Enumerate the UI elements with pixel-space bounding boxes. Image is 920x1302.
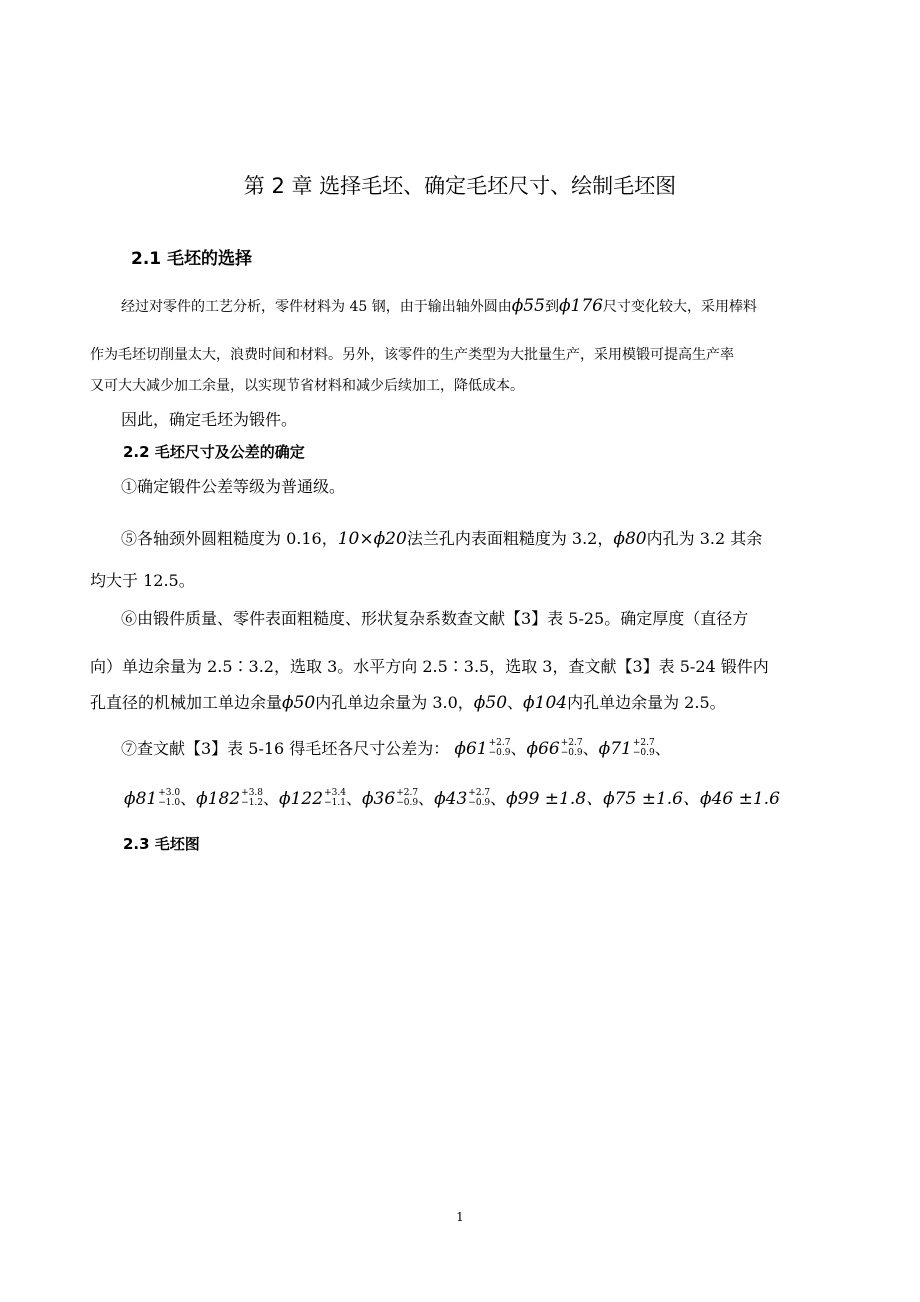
tolerance-base: ϕ81	[124, 789, 158, 809]
tolerance-tolerances_line1-1	[527, 739, 599, 758]
section-2-2-heading: 2.2 毛坯尺寸及公差的确定	[123, 443, 305, 461]
tolerance-upper: +3.8	[241, 787, 264, 798]
item-6-line-3	[90, 690, 726, 713]
tolerance-limits	[158, 788, 180, 808]
tolerance-lower: −0.9	[468, 797, 491, 808]
tolerance-separator: 、	[345, 789, 362, 808]
tolerance-limits	[489, 738, 511, 758]
tolerance-separator: 、	[582, 739, 599, 758]
section-2-1-heading: 2.1 毛坯的选择	[131, 249, 253, 269]
tolerance-separator: 、	[510, 739, 527, 758]
chapter-title: 第 2 章 选择毛坯、确定毛坯尺寸、绘制毛坯图	[243, 174, 677, 198]
item-7-a: ⑦查文献【3】表 5-16 得毛坯各尺寸公差为：	[121, 739, 450, 758]
tolerance-base: ϕ122	[279, 789, 324, 809]
item-6-l3-b: 内孔单边余量为 3.0，	[315, 693, 474, 712]
item-7-line-1	[121, 736, 671, 760]
tolerance-lower: −1.2	[241, 797, 264, 808]
tolerance-upper: +2.7	[468, 787, 491, 798]
tolerance-separator: 、	[490, 789, 507, 808]
item-5-line-2: 均大于 12.5。	[90, 571, 195, 590]
tolerance-limits	[468, 788, 490, 808]
tolerance-base: ϕ182	[196, 789, 241, 809]
tolerance-upper: +2.7	[396, 787, 419, 798]
phi-50-second: ϕ50	[473, 693, 508, 713]
s21-line-1	[121, 296, 757, 316]
tolerance-separator: 、	[263, 789, 280, 808]
tolerance-lower: −1.1	[324, 797, 346, 808]
phi-176: ϕ176	[558, 296, 603, 316]
tolerance-lower: −1.0	[158, 797, 181, 808]
item-5-line-1	[121, 526, 762, 549]
tolerance-list-2	[124, 789, 506, 808]
item-5-c: 内孔为 3.2 其余	[646, 529, 763, 548]
tolerance-base: ϕ71	[598, 739, 632, 759]
tolerance-upper: +2.7	[632, 737, 655, 748]
tolerance-base: ϕ66	[526, 739, 560, 759]
item-6-line-2: 向）单边余量为 2.5∶3.2，选取 3。水平方向 2.5∶3.5，选取 3，查文献【3】表 5-24 锻件内	[90, 657, 769, 676]
s21-line-1-b: 到	[544, 299, 559, 315]
s21-line-3: 又可大大减少加工余量，以实现节省材料和减少后续加工，降低成本。	[90, 378, 524, 394]
tolerance-tolerances_line2-2	[279, 789, 362, 808]
tolerance-limits	[241, 788, 263, 808]
tolerance-lower: −0.9	[632, 747, 655, 758]
tolerance-tail: ϕ99 ±1.8、ϕ75 ±1.6、ϕ46 ±1.6	[506, 789, 780, 809]
tolerance-limits	[396, 788, 418, 808]
tolerance-limits	[633, 738, 655, 758]
tolerance-base: ϕ43	[434, 789, 468, 809]
tolerance-base: ϕ61	[454, 739, 488, 759]
item-1: ①确定锻件公差等级为普通级。	[121, 477, 346, 496]
tolerance-tolerances_line2-0	[124, 789, 196, 808]
item-6-l3-c: 内孔单边余量为 2.5。	[567, 693, 726, 712]
item-5-a: ⑤各轴颈外圆粗糙度为 0.16，	[121, 529, 338, 548]
s21-line-1-c: 尺寸变化较大，采用棒料	[603, 299, 757, 315]
phi-55: ϕ55	[511, 296, 545, 316]
page-number: 1	[456, 1210, 464, 1224]
tolerance-lower: −0.9	[560, 747, 583, 758]
item-6-line-1: ⑥由锻件质量、零件表面粗糙度、形状复杂系数查文献【3】表 5-25。确定厚度（直径方	[121, 609, 749, 628]
tolerance-lower: −0.9	[396, 797, 419, 808]
item-6-l3-a: 孔直径的机械加工单边余量	[90, 693, 283, 712]
tolerance-limits	[324, 788, 346, 808]
tolerance-upper: +3.4	[324, 787, 346, 798]
formula-10x-phi20: 10×ϕ20	[337, 529, 407, 549]
section-2-3-heading: 2.3 毛坯图	[123, 835, 200, 853]
phi-80: ϕ80	[613, 529, 647, 549]
tolerance-tolerances_line1-0	[454, 739, 526, 758]
tolerance-separator: 、	[418, 789, 435, 808]
tolerance-upper: +2.7	[488, 737, 511, 748]
tolerance-upper: +3.0	[158, 787, 181, 798]
tolerance-separator: 、	[180, 789, 197, 808]
tolerance-upper: +2.7	[560, 737, 583, 748]
phi-104: ϕ104	[523, 693, 568, 713]
tolerance-list-1	[454, 739, 670, 758]
item-6-sep: 、	[507, 693, 524, 712]
tolerance-separator: 、	[654, 739, 671, 758]
phi-50: ϕ50	[282, 693, 316, 713]
tolerance-tolerances_line2-3	[362, 789, 434, 808]
tolerance-tolerances_line2-4	[434, 789, 506, 808]
tolerance-base: ϕ36	[361, 789, 396, 809]
item-5-b: 法兰孔内表面粗糙度为 3.2，	[406, 529, 614, 548]
tolerance-limits	[561, 738, 583, 758]
s21-line-4: 因此，确定毛坯为锻件。	[121, 410, 298, 429]
item-7-line-2	[124, 784, 780, 810]
s21-line-2: 作为毛坯切削量太大，浪费时间和材料。另外，该零件的生产类型为大批量生产，采用模锻可提高生产率	[90, 347, 734, 363]
tolerance-tolerances_line1-2	[599, 739, 671, 758]
tolerance-lower: −0.9	[488, 747, 511, 758]
s21-line-1-a: 经过对零件的工艺分析，零件材料为 45 钢，由于输出轴外圆由	[121, 299, 512, 315]
tolerance-tolerances_line2-1	[196, 789, 279, 808]
